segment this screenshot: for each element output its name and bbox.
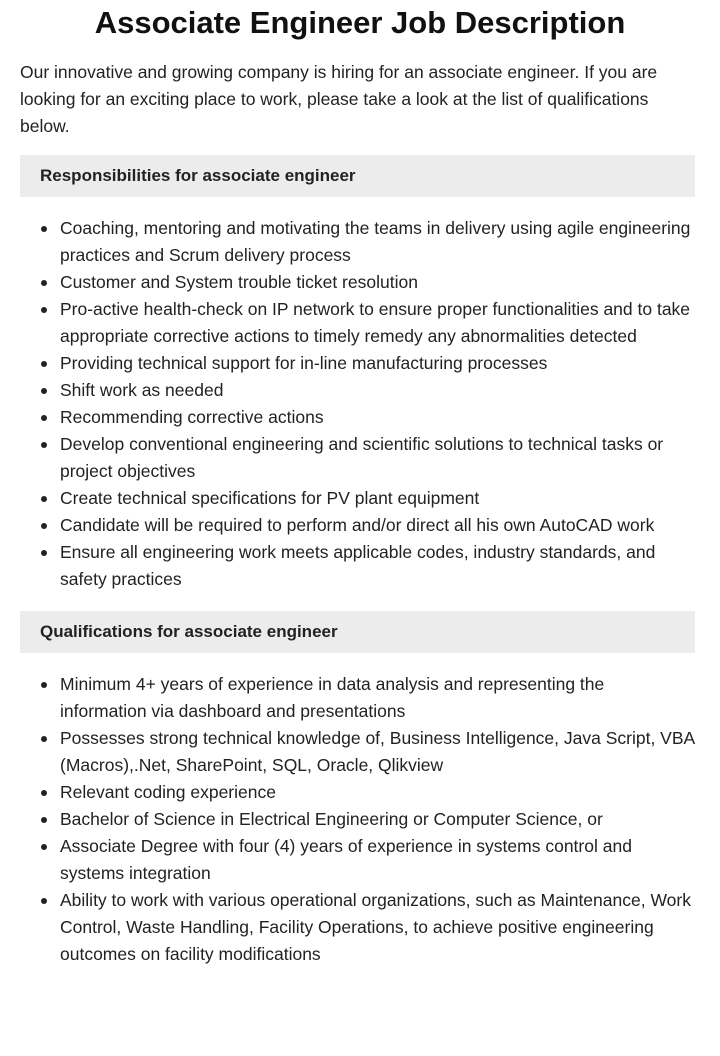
list-item: Ability to work with various operational organizations, such as Maintenance, Work Control, Waste Handling, Facility Operations, to achieve positive engineering outcomes on facility modifications	[20, 887, 695, 968]
qualifications-list	[20, 671, 695, 968]
responsibilities-heading: Responsibilities for associate engineer	[40, 166, 356, 185]
list-item: Relevant coding experience	[20, 779, 695, 806]
qualifications-heading: Qualifications for associate engineer	[40, 622, 338, 641]
list-item: Ensure all engineering work meets applicable codes, industry standards, and safety practices	[20, 539, 695, 593]
list-item: Minimum 4+ years of experience in data analysis and representing the information via dashboard and presentations	[20, 671, 695, 725]
list-item: Develop conventional engineering and scientific solutions to technical tasks or project objectives	[20, 431, 695, 485]
list-item: Bachelor of Science in Electrical Engineering or Computer Science, or	[20, 806, 695, 833]
list-item: Coaching, mentoring and motivating the teams in delivery using agile engineering practices and Scrum delivery process	[20, 215, 695, 269]
list-item: Customer and System trouble ticket resolution	[20, 269, 695, 296]
responsibilities-header	[20, 155, 695, 197]
list-item: Candidate will be required to perform and/or direct all his own AutoCAD work	[20, 512, 695, 539]
qualifications-header	[20, 611, 695, 653]
list-item: Shift work as needed	[20, 377, 695, 404]
list-item: Create technical specifications for PV plant equipment	[20, 485, 695, 512]
list-item: Associate Degree with four (4) years of experience in systems control and systems integration	[20, 833, 695, 887]
list-item: Recommending corrective actions	[20, 404, 695, 431]
list-item: Pro-active health-check on IP network to ensure proper functionalities and to take appropriate corrective actions to timely remedy any abnormalities detected	[20, 296, 695, 350]
responsibilities-list	[20, 215, 695, 593]
list-item: Possesses strong technical knowledge of, Business Intelligence, Java Script, VBA (Macros),.Net, SharePoint, SQL, Oracle, Qlikview	[20, 725, 695, 779]
list-item: Providing technical support for in-line manufacturing processes	[20, 350, 695, 377]
intro-paragraph: Our innovative and growing company is hiring for an associate engineer. If you are looking for an exciting place to work, please take a look at the list of qualifications below.	[20, 62, 658, 136]
page-title: Associate Engineer Job Description	[94, 5, 626, 40]
